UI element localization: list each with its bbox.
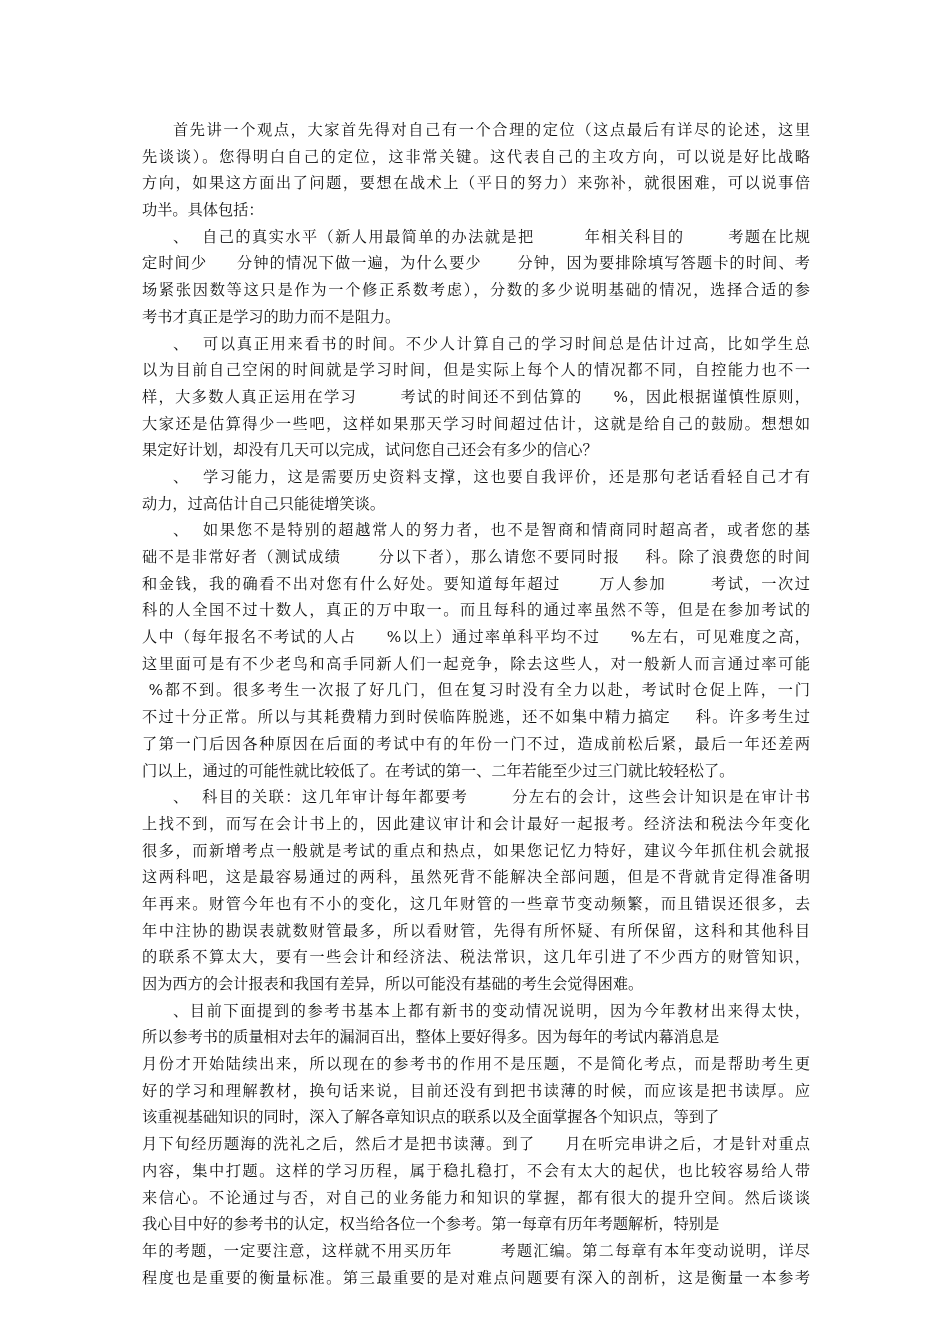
text-line: 来信心。不论通过与否，对自己的业务能力和知识的掌握，都有很大的提升空间。然后谈谈 [142, 1188, 810, 1207]
text-line: 很多，而新增考点一般就是考试的重点和热点，如果您记忆力特好，建议今年抓住机会就报 [142, 841, 810, 860]
text-line: 我心目中好的参考书的认定，权当给各位一个参考。第一每章有历年考题解析，特别是 [142, 1215, 720, 1234]
text-line: 科的人全国不过十数人，真正的万中取一。而且每科的通过率虽然不等，但是在参加考试的 [142, 601, 810, 620]
text-line: 定时间少 分钟的情况下做一遍，为什么要少 分钟，因为要排除填写答题卡的时间、考 [142, 254, 810, 273]
text-line: 样，大多数人真正运用在学习 考试的时间还不到估算的 %，因此根据谨慎性原则， [142, 387, 810, 406]
text-line: 好的学习和理解教材，换句话来说，目前还没有到把书读薄的时候，而应该是把书读厚。应 [142, 1081, 810, 1100]
text-line: 先谈谈）。您得明白自己的定位，这非常关键。这代表自己的主攻方向，可以说是好比战略 [142, 147, 810, 166]
text-line: 、 科目的关联：这几年审计每年都要考 分左右的会计，这些会计知识是在审计书 [173, 788, 810, 807]
document-body [142, 117, 810, 1291]
text-line: 动力，过高估计自己只能徒增笑谈。 [142, 494, 385, 513]
text-line: 大家还是估算得少一些吧，这样如果那天学习时间超过估计，这就是给自己的鼓励。想想如 [142, 414, 810, 433]
text-line: 础不是非常好者（测试成绩 分以下者），那么请您不要同时报 科。除了浪费您的时间 [142, 548, 810, 566]
text-line: 因为西方的会计报表和我国有差异，所以可能没有基础的考生会觉得困难。 [142, 975, 644, 993]
text-line: 、 自己的真实水平（新人用最简单的办法就是把 年相关科目的 考题在比规 [173, 227, 810, 246]
text-line: 、 如果您不是特别的超越常人的努力者，也不是智商和情商同时超高者，或者您的基 [173, 521, 810, 540]
text-line: 月份才开始陆续出来，所以现在的参考书的作用不是压题，不是简化考点，而是帮助考生更 [142, 1055, 810, 1074]
text-line: 考书才真正是学习的助力而不是阻力。 [142, 307, 401, 326]
text-line: 月下旬经历题海的洗礼之后，然后才是把书读薄。到了 月在听完串讲之后，才是针对重点 [142, 1135, 810, 1154]
text-line: 所以参考书的质量相对去年的漏洞百出，整体上要好得多。因为每年的考试内幕消息是 [142, 1028, 720, 1047]
text-line: %都不到。很多考生一次报了好几门，但在复习时没有全力以赴，考试时仓促上阵，一门 [142, 681, 810, 700]
text-line: 年中注协的勘误表就数财管最多，所以看财管，先得有所怀疑、有所保留，这科和其他科目 [142, 921, 810, 940]
text-line: 这里面可是有不少老鸟和高手同新人们一起竞争，除去这些人，对一般新人而言通过率可能 [142, 654, 810, 673]
text-line: 了第一门后因各种原因在后面的考试中有的年份一门不过，造成前松后紧，最后一年还差两 [142, 734, 810, 753]
text-line: 场紧张因数等这只是作为一个修正系数考虑），分数的多少说明基础的情况，选择合适的参 [142, 281, 810, 300]
text-line: 门以上，通过的可能性就比较低了。在考试的第一、二年若能至少过三门就比较轻松了。 [142, 761, 735, 780]
text-line: 、目前下面提到的参考书基本上都有新书的变动情况说明，因为今年教材出来得太快， [173, 1001, 810, 1020]
text-line: 和金钱，我的确看不出对您有什么好处。要知道每年超过 万人参加 考试，一次过 [142, 574, 810, 593]
text-line: 上找不到，而写在会计书上的，因此建议审计和会计最好一起报考。经济法和税法今年变化 [142, 814, 810, 833]
text-line: 方向，如果这方面出了问题，要想在战术上（平日的努力）来弥补，就很困难，可以说事倍 [142, 174, 810, 193]
text-line: 的联系不算太大，要有一些会计和经济法、税法常识，这几年引进了不少西方的财管知识， [142, 948, 810, 967]
text-line: 功半。具体包括： [142, 201, 264, 220]
text-line: 、 学习能力，这是需要历史资料支撑，这也要自我评价，还是那句老话看轻自己才有 [173, 467, 810, 486]
text-line: 人中（每年报名不考试的人占 %以上）通过率单科平均不过 %左右，可见难度之高， [142, 628, 810, 647]
text-line: 果定好计划，却没有几天可以完成，试问您自己还会有多少的信心？ [142, 441, 598, 460]
text-line: 内容，集中打题。这样的学习历程，属于稳扎稳打，不会有太大的起伏，也比较容易给人带 [142, 1161, 810, 1180]
text-line: 、 可以真正用来看书的时间。不少人计算自己的学习时间总是估计过高，比如学生总 [173, 334, 810, 353]
text-line: 程度也是重要的衡量标准。第三最重要的是对难点问题要有深入的剖析，这是衡量一本参考 [142, 1268, 810, 1287]
text-line: 不过十分正常。所以与其耗费精力到时侯临阵脱逃，还不如集中精力搞定 科。许多考生过 [142, 708, 810, 727]
text-line: 以为目前自己空闲的时间就是学习时间，但是实际上每个人的情况都不同，自控能力也不一 [142, 361, 810, 380]
text-line: 年的考题，一定要注意，这样就不用买历年 考题汇编。第二每章有本年变动说明，详尽 [142, 1241, 810, 1260]
text-line: 首先讲一个观点，大家首先得对自己有一个合理的定位（这点最后有详尽的论述，这里 [173, 121, 810, 139]
text-line: 年再来。财管今年也有不小的变化，这几年财管的一些章节变动频繁，而且错误还很多，去 [142, 894, 810, 913]
text-line: 该重视基础知识的同时，深入了解各章知识点的联系以及全面掌握各个知识点，等到了 [142, 1108, 720, 1127]
text-line: 这两科吧，这是最容易通过的两科，虽然死背不能解决全部问题，但是不背就肯定得准备明 [142, 868, 810, 887]
